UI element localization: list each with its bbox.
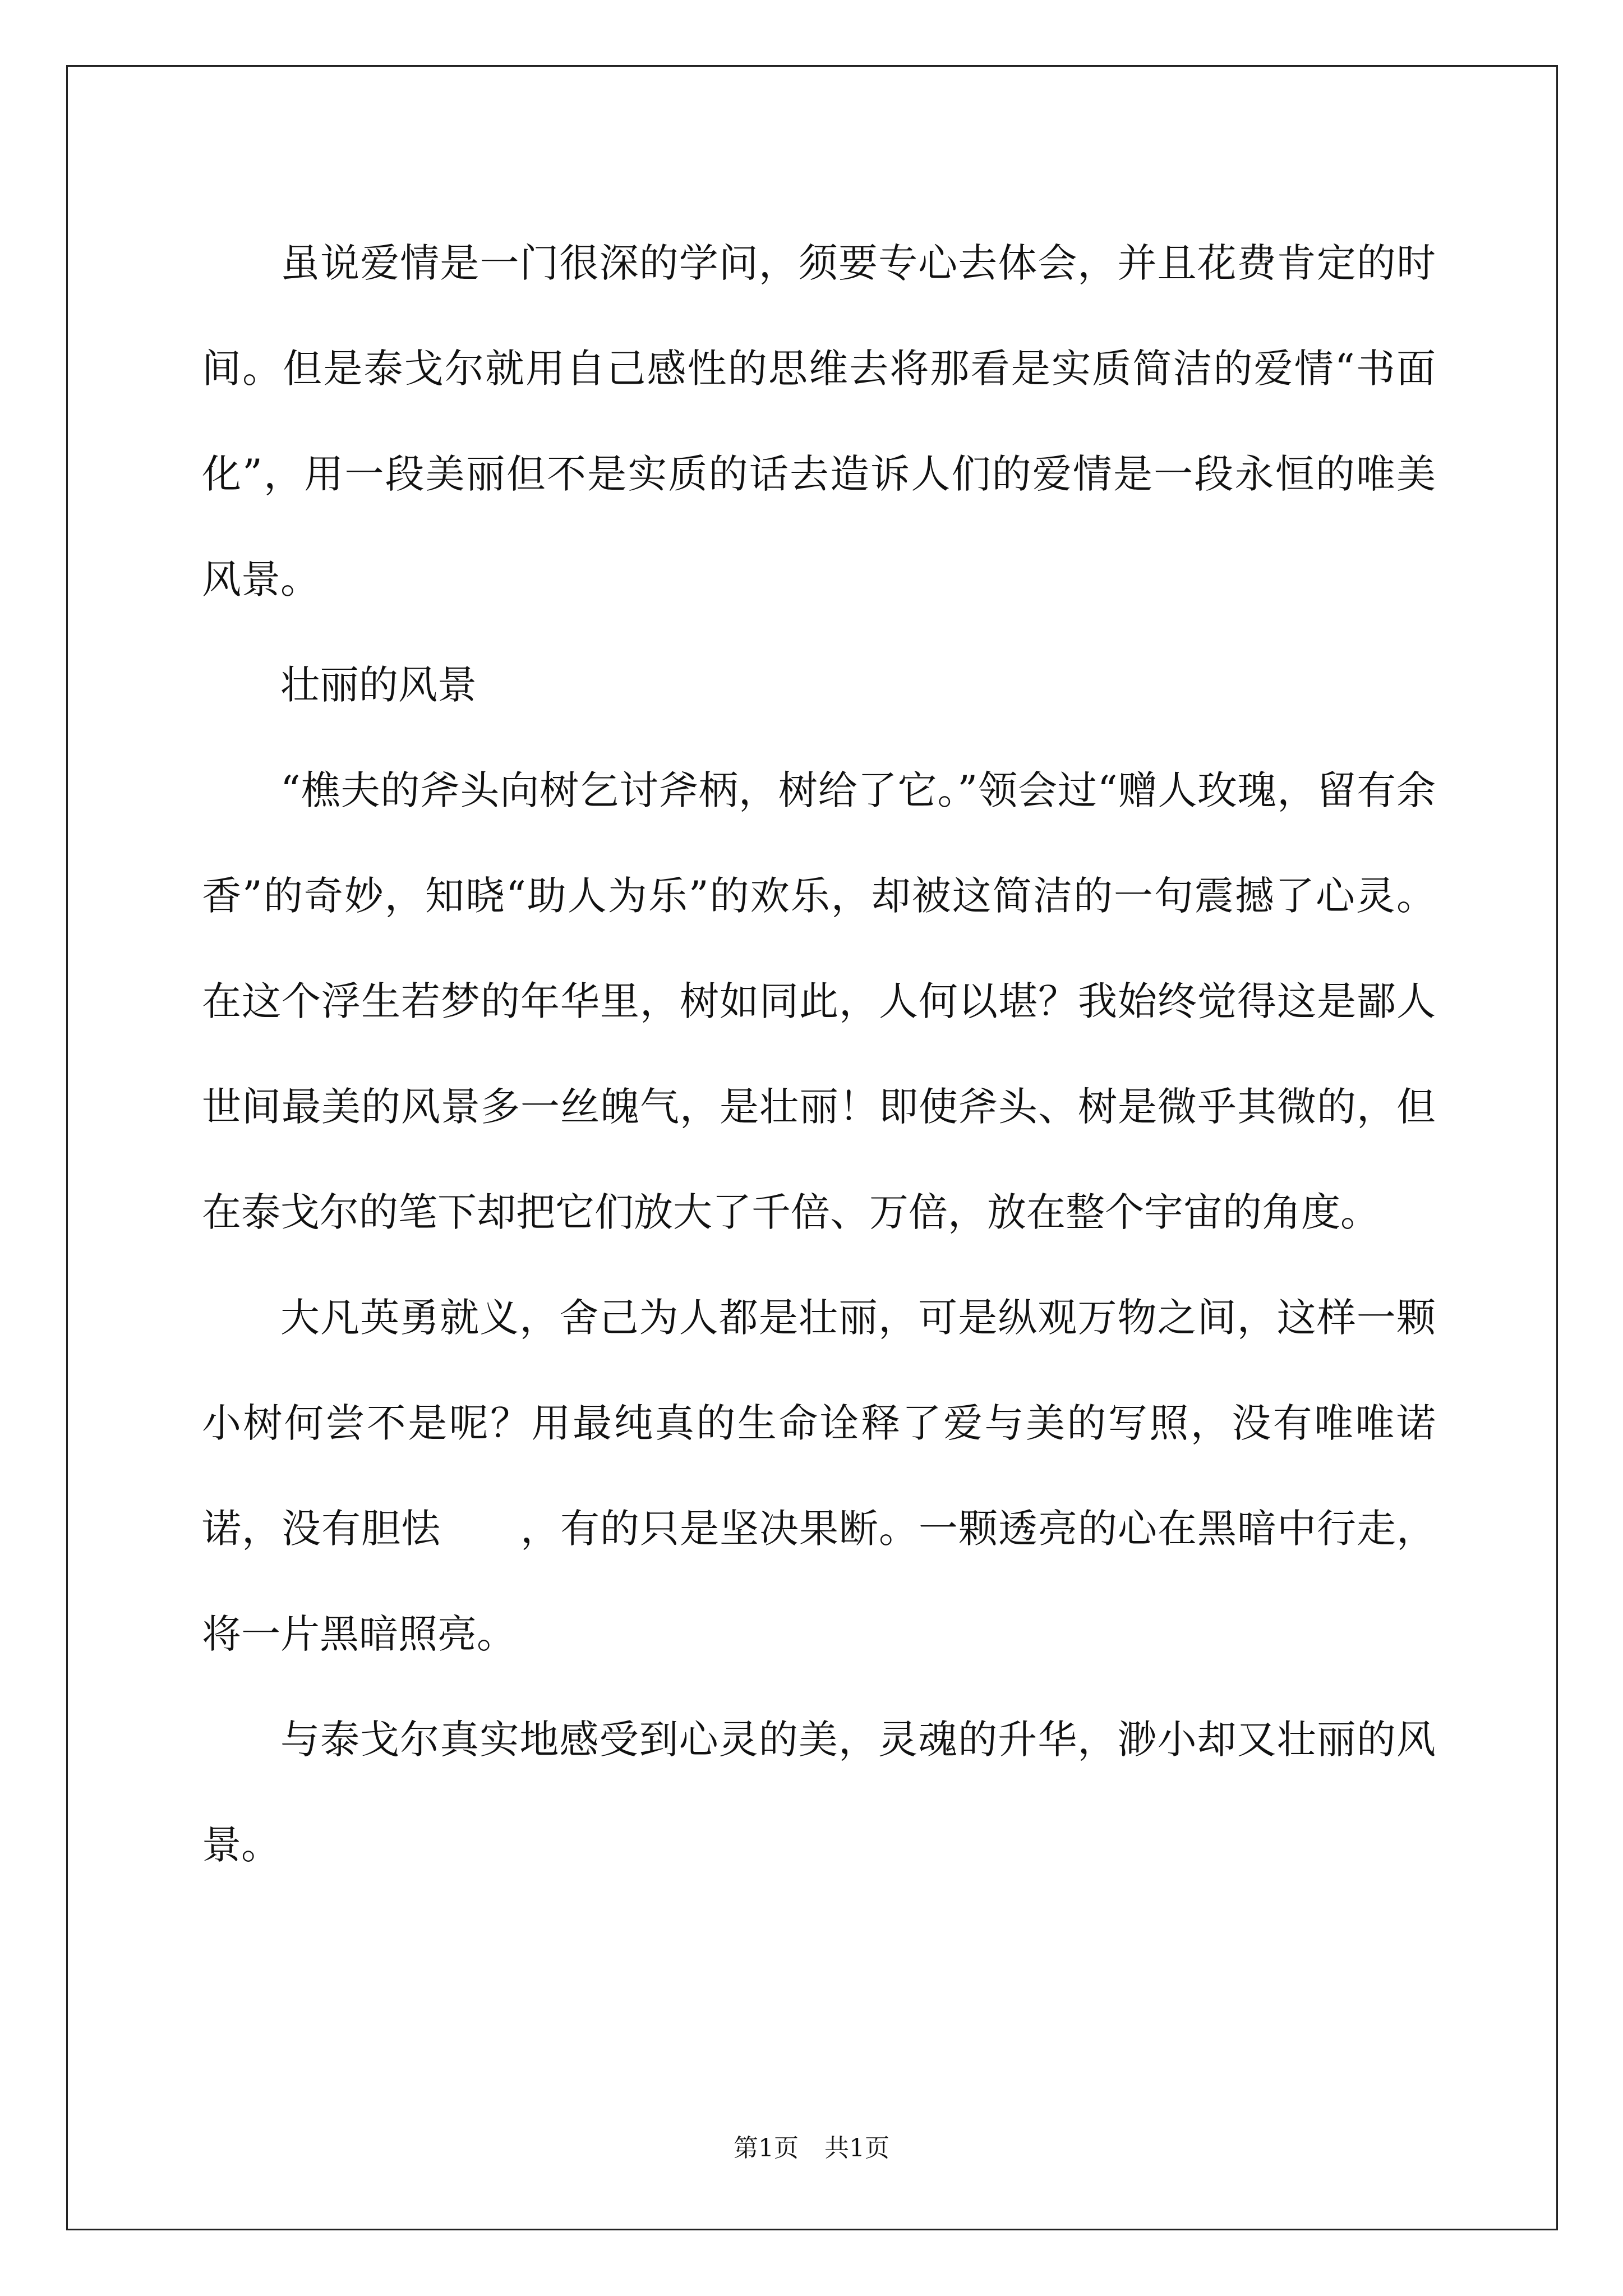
page-number: 第1页 (734, 2134, 799, 2162)
page-footer (0, 2132, 1623, 2165)
paragraph: 与泰戈尔真实地感受到心灵的美，灵魂的升华，渺小却又壮丽的风景。 (202, 1717, 1436, 1868)
page-total: 共1页 (824, 2134, 889, 2162)
paragraph: “樵夫的斧头向树乞讨斧柄，树给了它。”领会过“赠人玫瑰，留有余香”的奇妙，知晓“助人为乐”的欢乐，却被这简洁的一句震撼了心灵。在这个浮生若梦的年华里，树如同此，人何以堪？我始终觉得这是鄙人世间最美的风景多一丝魄气，是壮丽！即使斧头、树是微乎其微的，但在泰戈尔的笔下却把它们放大了千倍、万倍，放在整个宇宙的角度。 (202, 767, 1436, 1235)
paragraph: 虽说爱情是一门很深的学问，须要专心去体会，并且花费肯定的时间。但是泰戈尔就用自己感性的思维去将那看是实质简洁的爱情“书面化”，用一段美丽但不是实质的话去造诉人们的爱情是一段永恒的唯美风景。 (202, 240, 1436, 602)
section-heading: 壮丽的风景 (280, 662, 477, 708)
document-body (202, 210, 1436, 1898)
paragraph: 大凡英勇就义，舍己为人都是壮丽，可是纵观万物之间，这样一颗小树何尝不是呢？用最纯真的生命诠释了爱与美的写照，没有唯唯诺诺，没有胆怯 ，有的只是坚决果断。一颗透亮的心在黑暗中行走，将一片黑暗照亮。 (202, 1295, 1436, 1657)
